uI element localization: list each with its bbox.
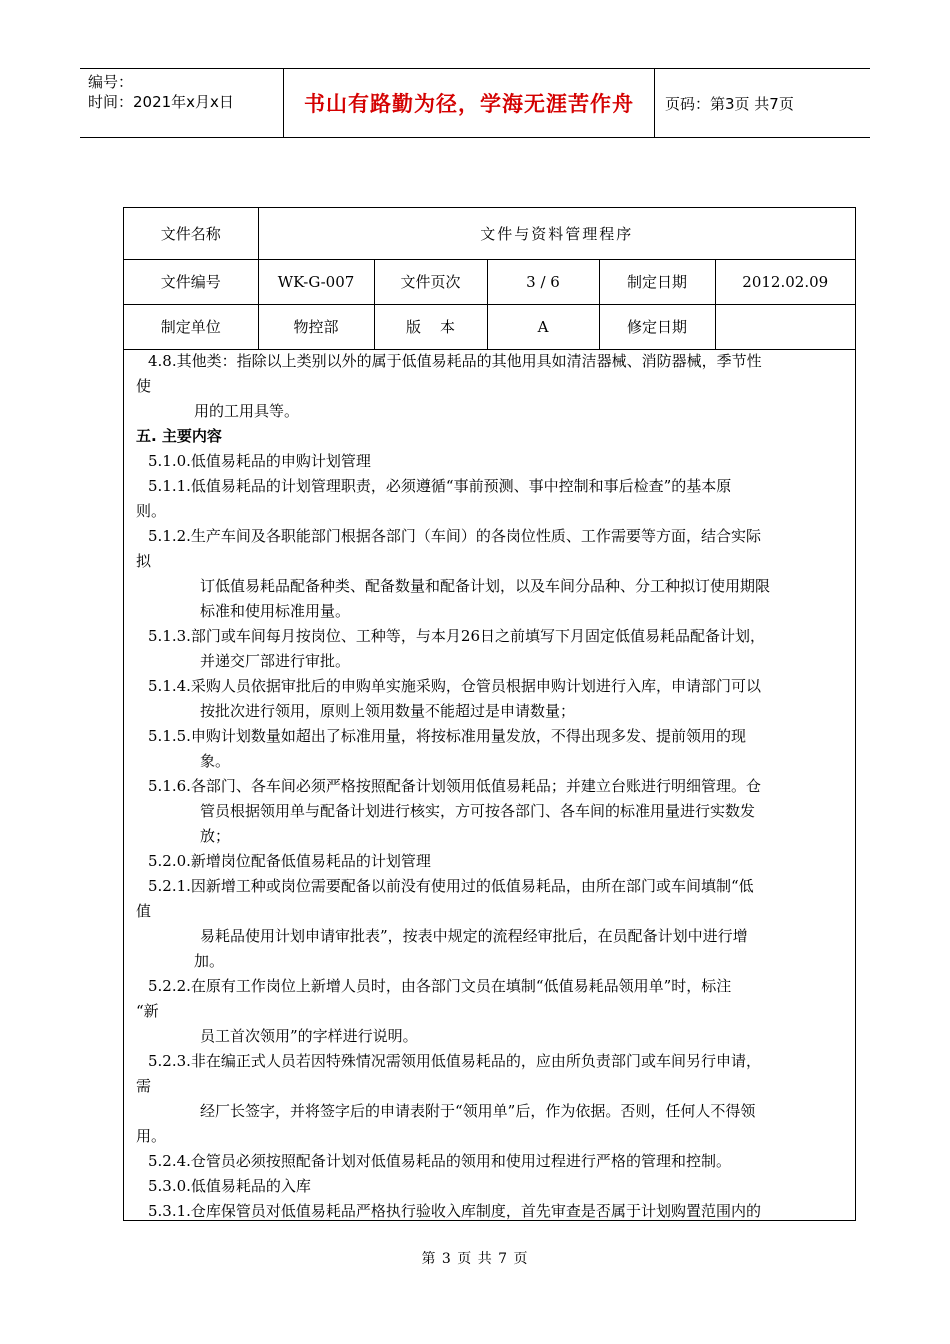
made-date: 2012.02.09	[715, 259, 855, 304]
body-line: 使	[136, 377, 152, 395]
body-line: 5.1.5.申购计划数量如超出了标准用量，将按标准用量发放，不得出现多发、提前领用的现	[148, 727, 746, 745]
page-header	[80, 68, 870, 138]
body-line: 标准和使用标准用量。	[200, 602, 351, 620]
body-line: 4.8.其他类：指除以上类别以外的属于低值易耗品的其他用具如清洁器械、消防器械，季节性	[148, 352, 762, 370]
body-line: 5.2.3.非在编正式人员若因特殊情况需领用低值易耗品的，应由所负责部门或车间另行申请，	[148, 1052, 761, 1070]
body-line: 值	[136, 902, 152, 920]
body-line: 并递交厂部进行审批。	[200, 652, 351, 670]
page-footer: 第 3 页 共 7 页	[421, 1251, 529, 1267]
doc-number-label: 编号：	[88, 73, 134, 91]
header-motto: 书山有路勤为径，学海无涯苦作舟	[283, 69, 655, 137]
body-line: 5.1.1.低值易耗品的计划管理职责，必须遵循“事前预测、事中控制和事后检查”的基本原	[148, 477, 732, 495]
document-frame	[123, 207, 856, 1221]
document-meta-table	[124, 208, 855, 350]
document-body	[124, 349, 855, 1224]
body-line: “新	[136, 1002, 159, 1020]
body-line: 5.2.4.仓管员必须按照配备计划对低值易耗品的领用和使用过程进行严格的管理和控制。	[148, 1152, 731, 1170]
body-line: 拟	[136, 552, 152, 570]
body-line: 易耗品使用计划申请审批表”，按表中规定的流程经审批后，在员配备计划中进行增	[200, 927, 748, 945]
doc-no: WK-G-007	[258, 259, 374, 304]
body-line: 5.1.6.各部门、各车间必须严格按照配备计划领用低值易耗品；并建立台账进行明细管理。仓	[148, 777, 761, 795]
body-line: 象。	[200, 752, 231, 770]
body-line: 5.2.2.在原有工作岗位上新增人员时，由各部门文员在填制“低值易耗品领用单”时，标注	[148, 977, 732, 995]
doc-page-label: 文件页次	[374, 259, 487, 304]
body-line: 5.1.3.部门或车间每月按岗位、工种等，与本月26日之前填写下月固定低值易耗品配备计划，	[148, 627, 766, 645]
body-line: 加。	[194, 952, 225, 970]
version: A	[487, 304, 599, 349]
body-line: 管员根据领用单与配备计划进行核实，方可按各部门、各车间的标准用量进行实数发	[200, 802, 756, 820]
body-line: 5.3.1.仓库保管员对低值易耗品严格执行验收入库制度，首先审查是否属于计划购置范围内的	[148, 1202, 761, 1220]
dept-label: 制定单位	[124, 304, 258, 349]
revise-label: 修定日期	[599, 304, 715, 349]
body-line: 则。	[136, 502, 167, 520]
body-line: 放；	[200, 827, 231, 845]
body-line: 按批次进行领用，原则上领用数量不能超过是申请数量；	[200, 702, 576, 720]
version-label: 版 本	[374, 304, 487, 349]
body-line: 5.1.4.采购人员依据审批后的申购单实施采购，仓管员根据申购计划进行入库，申请部门可以	[148, 677, 761, 695]
body-line: 员工首次领用”的字样进行说明。	[200, 1027, 418, 1045]
body-line: 订低值易耗品配备种类、配备数量和配备计划，以及车间分品种、分工种拟订使用期限	[200, 577, 771, 595]
body-line: 5.3.0.低值易耗品的入库	[148, 1177, 311, 1195]
section-heading: 五. 主要内容	[136, 427, 222, 445]
header-page-code: 页码：第3页 共7页	[665, 94, 794, 113]
body-line: 5.2.0.新增岗位配备低值易耗品的计划管理	[148, 852, 431, 870]
doc-no-label: 文件编号	[124, 259, 258, 304]
header-info	[80, 69, 283, 137]
body-line: 5.2.1.因新增工种或岗位需要配备以前没有使用过的低值易耗品，由所在部门或车间填制“低	[148, 877, 754, 895]
body-line: 用。	[136, 1127, 167, 1145]
dept: 物控部	[258, 304, 374, 349]
body-line: 用的工用具等。	[194, 402, 300, 420]
body-line: 5.1.2.生产车间及各职能部门根据各部门（车间）的各岗位性质、工作需要等方面，结合实际	[148, 527, 761, 545]
body-line: 5.1.0.低值易耗品的申购计划管理	[148, 452, 371, 470]
revise-date	[715, 304, 855, 349]
made-date-label: 制定日期	[599, 259, 715, 304]
body-line: 需	[136, 1077, 152, 1095]
doc-name-label: 文件名称	[124, 208, 258, 259]
doc-page-value: 3 / 6	[487, 259, 599, 304]
doc-title: 文件与资料管理程序	[258, 208, 855, 259]
doc-time-label: 时间：2021年x月x日	[88, 93, 234, 111]
body-line: 经厂长签字，并将签字后的申请表附于“领用单”后，作为依据。否则，任何人不得领	[200, 1102, 756, 1120]
